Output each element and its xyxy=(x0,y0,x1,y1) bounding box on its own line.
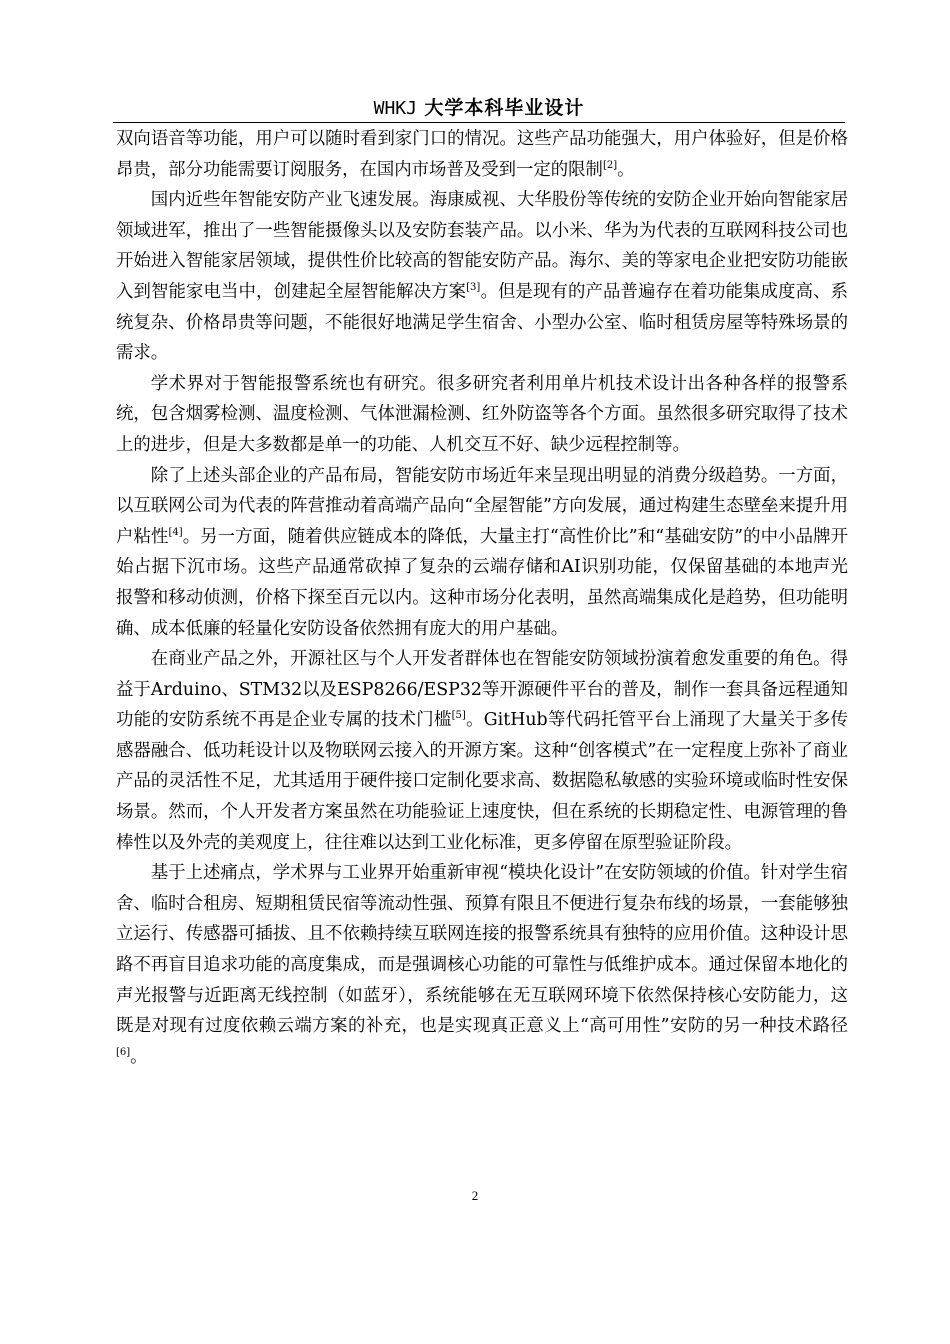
paragraph-text: 除了上述头部企业的产品布局，智能安防市场近年来呈现出明显的消费分级趋势。一方面，以互联网公司为代表的阵营推动着高端产品向“全屋智能”方向发展，通过构建生态壁垒来提升用户粘性 xyxy=(116,465,848,547)
paragraph-tail: 。但是现有的产品普遍存在着功能集成度高、系统复杂、价格昂贵等问题，不能很好地满足学生宿舍、小型办公室、临时租赁房屋等特殊场景的需求。 xyxy=(116,281,848,364)
paragraph-tail: 。另一方面，随着供应链成本的降低，大量主打“高性价比”和“基础安防”的中小品牌开始占据下沉市场。这些产品通常砍掉了复杂的云端存储和AI识别功能，仅保留基础的本地声光报警和移动侦测，价格下探至百元以内。这种市场分化表明，虽然高端集成化是趋势，但功能明确、成本低廉的轻量化安防设备依然拥有庞大的用户基础。 xyxy=(116,526,848,639)
citation-marker: [5] xyxy=(451,710,466,722)
paragraph-text: 国内近些年智能安防产业飞速发展。海康威视、大华股份等传统的安防企业开始向智能家居领域进军，推出了一些智能摄像头以及安防套装产品。以小米、华为为代表的互联网科技公司也开始进入智能家居领域，提供性价比较高的智能安防产品。海尔、美的等家电企业把安防功能嵌入到智能家电当中，创建起全屋智能解决方案 xyxy=(116,190,848,302)
header-brand: WHKJ xyxy=(373,98,417,119)
paragraph-6 xyxy=(116,858,848,1072)
page-number: 2 xyxy=(471,1188,479,1203)
paragraph-text: 学术界对于智能报警系统也有研究。很多研究者利用单片机技术设计出各种各样的报警系统，包含烟雾检测、温度检测、气体泄漏检测、红外防盗等各个方面。虽然很多研究取得了技术上的进步，但是大多数都是单一的功能、人机交互不好、缺少远程控制等。 xyxy=(116,373,848,455)
paragraph-5 xyxy=(116,644,848,858)
paragraph-4 xyxy=(116,461,848,645)
paragraph-tail: 。 xyxy=(130,1046,148,1067)
citation-marker: [2] xyxy=(602,159,618,171)
citation-marker: [3] xyxy=(466,282,481,294)
body-text xyxy=(116,124,848,1072)
citation-marker: [6] xyxy=(116,1047,131,1059)
header-title: 大学本科毕业设计 xyxy=(424,97,585,119)
paragraph-1 xyxy=(116,124,848,185)
citation-marker: [4] xyxy=(168,526,183,538)
paragraph-tail: 。 xyxy=(617,159,635,180)
paragraph-text: 基于上述痛点，学术界与工业界开始重新审视“模块化设计”在安防领域的价值。针对学生宿舍、临时合租房、短期租赁民宿等流动性强、预算有限且不便进行复杂布线的场景，一套能够独立运行、传感器可插拔、且不依赖持续互联网连接的报警系统具有独特的应用价值。这种设计思路不再盲目追求功能的高度集成，而是强调核心功能的可靠性与低维护成本。通过保留本地化的声光报警与近距离无线控制（如蓝牙），系统能够在无互联网环境下依然保持核心安防能力，这既是对现有过度依赖云端方案的补充，也是实现真正意义上“高可用性”安防的另一种技术路径 xyxy=(116,863,848,1037)
paragraph-3 xyxy=(116,369,848,461)
paragraph-2 xyxy=(116,185,848,369)
paragraph-text: 在商业产品之外，开源社区与个人开发者群体也在智能安防领域扮演着愈发重要的角色。得益于Arduino、STM32以及ESP8266/ESP32等开源硬件平台的普及，制作一套具备远程通知功能的安防系统不再是企业专属的技术门槛 xyxy=(116,649,848,731)
paragraph-text: 双向语音等功能，用户可以随时看到家门口的情况。这些产品功能强大，用户体验好，但是价格昂贵，部分功能需要订阅服务，在国内市场普及受到一定的限制 xyxy=(116,129,848,180)
page-header xyxy=(113,92,845,123)
paragraph-tail: 。GitHub等代码托管平台上涌现了大量关于多传感器融合、低功耗设计以及物联网云接入的开源方案。这种“创客模式”在一定程度上弥补了商业产品的灵活性不足，尤其适用于硬件接口定制化要求高、数据隐私敏感的实验环境或临时性安保场景。然而，个人开发者方案虽然在功能验证上速度快，但在系统的长期稳定性、电源管理的鲁棒性以及外壳的美观度上，往往难以达到工业化标准，更多停留在原型验证阶段。 xyxy=(116,710,848,853)
